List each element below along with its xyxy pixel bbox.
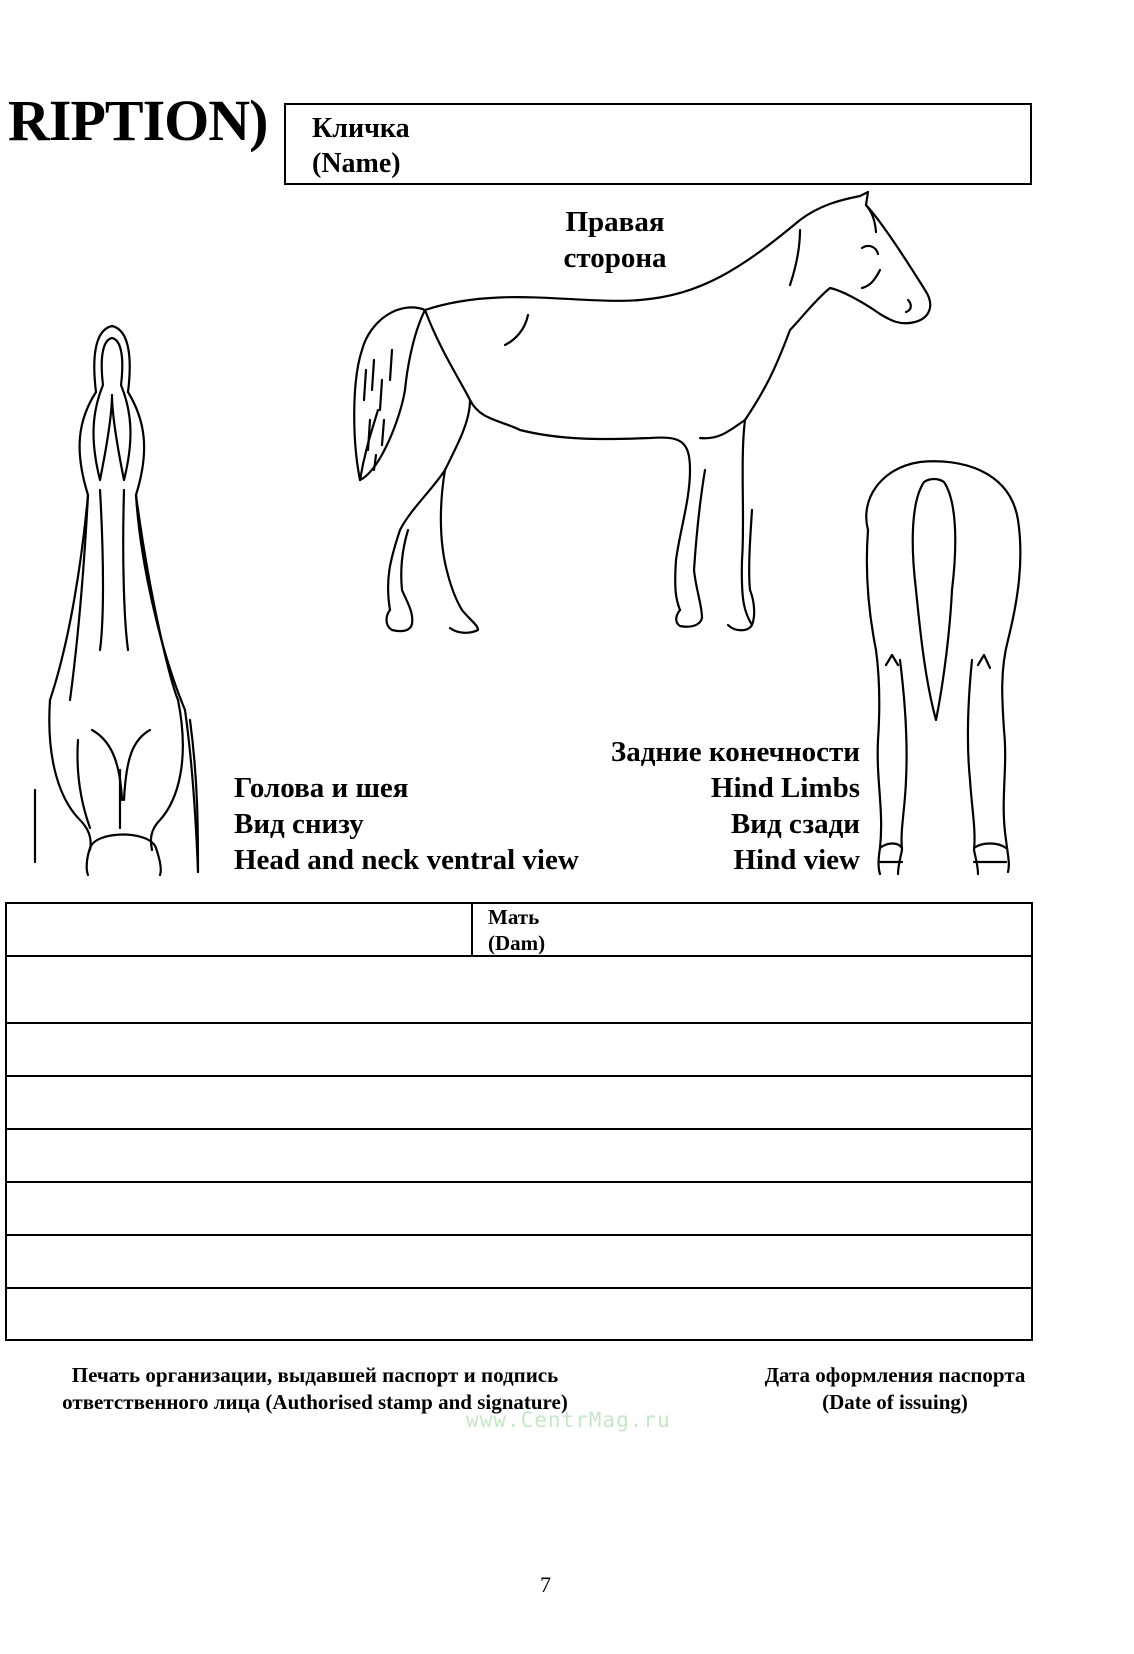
table-rule [5,1339,1033,1341]
page-title: RIPTION) [8,88,268,153]
table-border-right [1031,902,1033,1341]
page-number: 7 [540,1572,551,1597]
table-divider [471,902,473,956]
hind-caption-line3: Вид сзади [730,808,860,840]
table-rule [5,1181,1033,1183]
hind-caption-line1: Задние конечности [610,736,860,768]
table-border-left [5,902,7,1341]
head-ventral-view-drawing [35,326,198,875]
hind-caption-line4: Hind view [733,844,860,876]
head-caption-line2: Вид снизу [234,808,364,840]
date-line2: (Date of issuing) [822,1390,968,1414]
date-line1: Дата оформления паспорта [764,1363,1026,1387]
dam-label-en: (Dam) [488,931,546,955]
head-caption-line1: Голова и шея [234,772,409,804]
head-caption-line3: Head and neck ventral view [234,844,579,876]
table-rule [5,1022,1033,1024]
head-neck-caption [234,770,579,878]
table-rule [5,955,1033,957]
name-label-en: (Name) [312,148,401,179]
hind-limbs-rear-view-drawing [866,461,1020,874]
date-of-issuing-label [740,1362,1050,1416]
table-rule [5,1234,1033,1236]
right-side-label-line2: сторона [563,242,667,274]
name-label-ru: Кличка [312,113,410,144]
table-rule [5,1287,1033,1289]
sire-cell[interactable] [7,904,469,954]
table-rule [5,1075,1033,1077]
dam-cell[interactable] [488,904,545,956]
hind-limbs-caption [560,734,860,878]
stamp-line2: ответственного лица (Authorised stamp and signature) [62,1390,568,1414]
dam-label-ru: Мать [488,905,540,929]
table-rule [5,1128,1033,1130]
watermark: www.CentrMag.ru [466,1408,671,1432]
pedigree-table [5,902,1033,1341]
right-side-label-line1: Правая [565,206,665,238]
hind-caption-line2: Hind Limbs [710,772,860,804]
stamp-line1: Печать организации, выдавшей паспорт и подпись [71,1363,559,1387]
right-side-label [520,204,710,276]
